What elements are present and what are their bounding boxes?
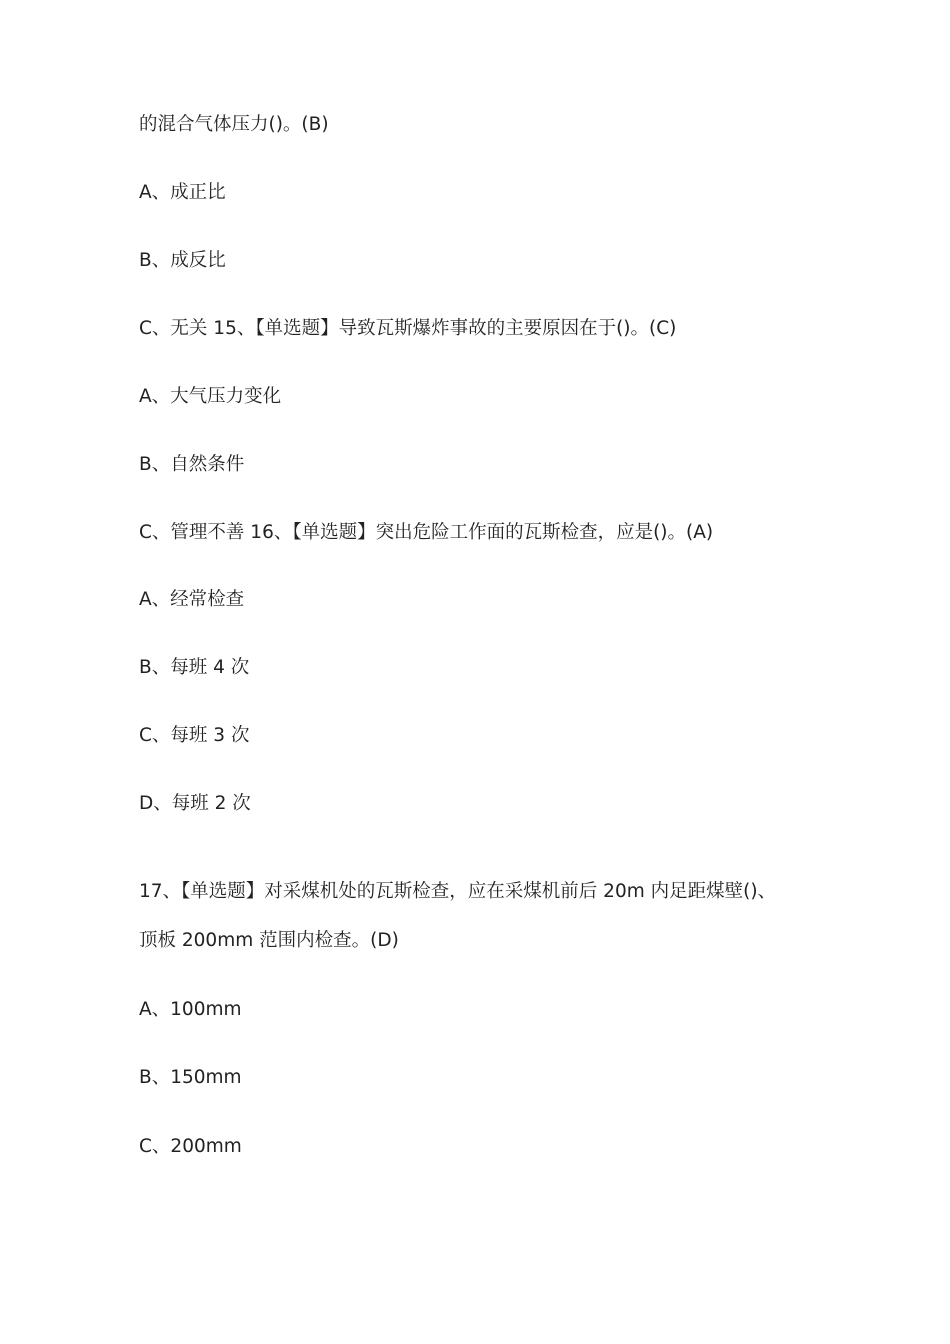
option-17-a: A、100mm [139,999,242,1020]
option-14-b: B、成反比 [139,250,226,271]
option-17-b: B、150mm [139,1067,242,1088]
option-14-c-and-question-15: C、无关 15、【单选题】导致瓦斯爆炸事故的主要原因在于()。(C) [139,318,677,339]
question-14-continuation: 的混合气体压力()。(B) [139,114,329,135]
question-17-line-2: 顶板 200mm 范围内检查。(D) [139,930,399,951]
option-16-b: B、每班 4 次 [139,657,250,678]
option-15-a: A、大气压力变化 [139,386,282,407]
question-17-line-1: 17、【单选题】对采煤机处的瓦斯检查，应在采煤机前后 20m 内足距煤壁()、 [139,881,777,902]
option-16-d: D、每班 2 次 [139,793,251,814]
option-16-c: C、每班 3 次 [139,725,250,746]
option-17-c: C、200mm [139,1136,242,1157]
option-14-a: A、成正比 [139,182,226,203]
option-16-a: A、经常检查 [139,589,245,610]
option-15-b: B、自然条件 [139,454,245,475]
option-15-c-and-question-16: C、管理不善 16、【单选题】突出危险工作面的瓦斯检查，应是()。(A) [139,522,714,543]
